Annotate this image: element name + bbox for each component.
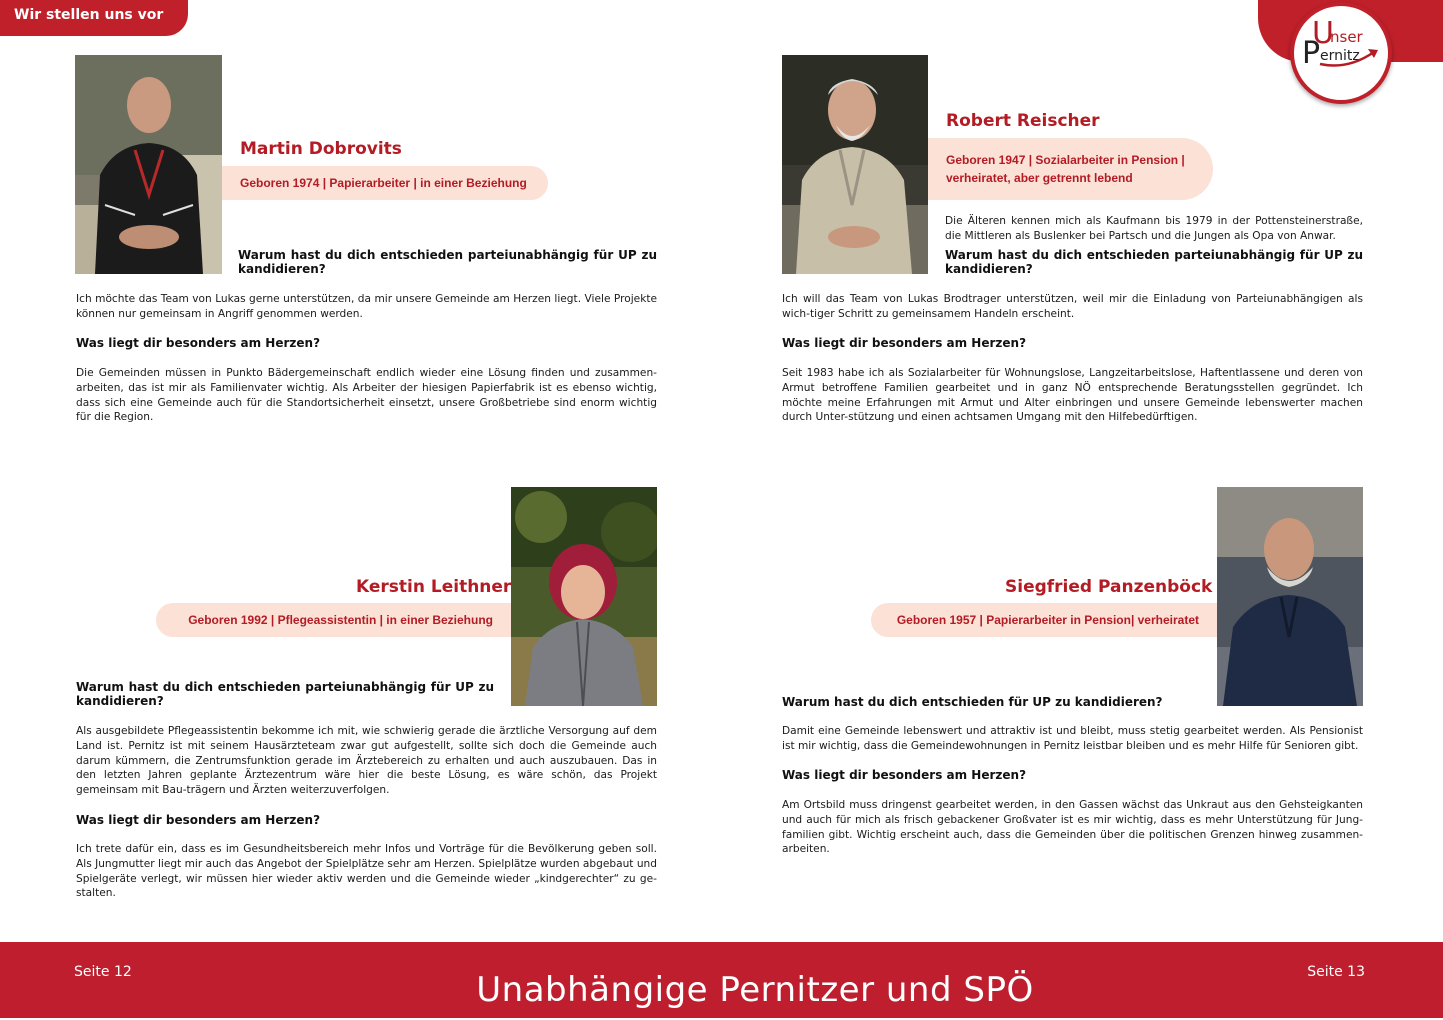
answer-text: Seit 1983 habe ich als Sozialarbeiter für Wohnungslose, Langzeitarbeitslose, Haftentlassene und deren von Armut betroffene Familien gearbeitet und in ganz NÖ entsprechende Beratungsstellen gegründet. Ich möchte meine Erfahrungen mit Armut und Alter einbringen und unsere Gemeinde lebenswerter machen durch Unter-stützung und einen achtsamen Umgang mit den Hilfebedürftigen. <box>782 367 1363 424</box>
profile-details-pill <box>156 603 511 637</box>
portrait-photo-robert <box>782 55 928 274</box>
portrait-photo-martin <box>75 55 222 274</box>
profile-details-pill <box>871 603 1217 637</box>
profile-name: Siegfried Panzenböck <box>1005 577 1213 597</box>
question-heading: Was liegt dir besonders am Herzen? <box>782 336 1027 350</box>
section-tab: Wir stellen uns vor <box>0 0 188 36</box>
page-number-right: Seite 13 <box>1307 964 1365 980</box>
profile-details-pill <box>222 166 548 200</box>
intro-text: Die Älteren kennen mich als Kaufmann bis 1979 in der Pottensteinerstraße, die Mittleren als Buslenker bei Partsch und die Jungen als Opa von Anwar. <box>945 215 1363 242</box>
profile-details-line: verheiratet, aber getrennt lebend <box>946 171 1133 185</box>
logo-letter-p: P <box>1302 36 1321 71</box>
profile-name: Martin Dobrovits <box>240 139 402 159</box>
answer-text: Am Ortsbild muss dringenst gearbeitet werden, in den Gassen wächst das Unkraut aus den Gehsteigkanten und auch für mich als frisch gebackener Großvater ist es mir wichtig, dass es mehr Unterstützung für Jung-familien gibt. Wichtig erscheint auch, dass die Gemeinden über die politischen Grenzen hinweg zusammen-arbeiten. <box>782 799 1363 856</box>
logo-letter-u: U <box>1312 16 1334 51</box>
profile-details: Geboren 1992 | Pflegeassistentin | in einer Beziehung <box>188 613 493 627</box>
question-heading: Warum hast du dich entschieden parteiunabhängig für UP zu kandidieren? <box>76 680 494 708</box>
logo-text-ernitz: ernitz <box>1320 48 1360 64</box>
footer-band <box>0 942 1443 1018</box>
answer-text: Ich trete dafür ein, dass es im Gesundheitsbereich mehr Infos und Vorträge für die Bevölkerung geben soll. Als Jungmutter liegt mir auch das Angebot der Spielplätze sehr am Herzen. Spielplätze wurden abgebaut und Spielgeräte verlegt, wir müssen hier wieder aktiv werden und die Gemeinde wieder „kindgerechter“ zu ge-stalten. <box>76 843 657 900</box>
page-number-left: Seite 12 <box>74 964 132 980</box>
portrait-photo-siegfried <box>1217 487 1363 706</box>
question-heading: Was liegt dir besonders am Herzen? <box>76 813 321 827</box>
question-heading: Warum hast du dich entschieden parteiunabhängig für UP zu kandidieren? <box>238 248 657 276</box>
profile-details-line: Geboren 1947 | Sozialarbeiter in Pension | <box>946 153 1185 167</box>
question-heading: Was liegt dir besonders am Herzen? <box>76 336 321 350</box>
footer-title-text: Unabhängige Pernitzer und SPÖ <box>476 970 1034 1010</box>
profile-details: Geboren 1974 | Papierarbeiter | in einer Beziehung <box>240 176 527 190</box>
footer-title <box>0 970 1443 1010</box>
question-heading: Warum hast du dich entschieden parteiunabhängig für UP zu kandidieren? <box>945 248 1363 276</box>
profile-name: Kerstin Leithner <box>356 577 512 597</box>
question-heading: Was liegt dir besonders am Herzen? <box>782 768 1027 782</box>
logo-text-nser: nser <box>1330 28 1363 46</box>
profile-details-pill <box>928 138 1213 200</box>
answer-text: Ich will das Team von Lukas Brodtrager unterstützen, weil mir die Einladung von Parteiunabhängigen als wich-tiger Schritt zu gemeinsamem Handeln erscheint. <box>782 293 1363 320</box>
answer-text: Die Gemeinden müssen in Punkto Bädergemeinschaft endlich wieder eine Lösung finden und zusammen-arbeiten, das ist mir als Familienvater wichtig. Als Arbeiter der hiesigen Papierfabrik ist es ebenso wichtig, dass sich eine Gemeinde auch für die Standortsicherheit einsetzt, unsere Großbetriebe sind enorm wichtig für die Region. <box>76 367 657 424</box>
answer-text: Damit eine Gemeinde lebenswert und attraktiv ist und bleibt, muss stetig gearbeitet werden. Als Pensionist ist mir wichtig, dass die Gemeindewohnungen in Pernitz leistbar bleiben und es mehr Hilfe für Senioren gibt. <box>782 725 1363 752</box>
profile-details: Geboren 1957 | Papierarbeiter in Pension| verheiratet <box>896 613 1199 627</box>
answer-text: Ich möchte das Team von Lukas gerne unterstützen, da mir unsere Gemeinde am Herzen liegt. Viele Projekte können nur gemeinsam in Angriff genommen werden. <box>76 293 657 320</box>
answer-text: Als ausgebildete Pflegeassistentin bekomme ich mit, wie schwierig gerade die ärztliche Versorgung auf dem Land ist. Pernitz ist mit seinem Hausärzteteam zwar gut aufgestellt, sollte sich doch die Gemeinde auch darum kümmern, die Zentrumsfunktion gerade im Ärztebereich zu erhalten und auch auszubauen. Das in den letzten Jahren geplante Ärztezentrum wäre hier die beste Lösung, es wäre schön, das Projekt gemeinsam mit Bau-trägern und Ärzten weiterzuverfolgen. <box>76 725 657 797</box>
question-heading: Warum hast du dich entschieden für UP zu kandidieren? <box>782 695 1163 709</box>
logo-arrow-icon <box>1318 46 1382 68</box>
portrait-photo-kerstin <box>511 487 657 706</box>
profile-name: Robert Reischer <box>946 111 1100 131</box>
